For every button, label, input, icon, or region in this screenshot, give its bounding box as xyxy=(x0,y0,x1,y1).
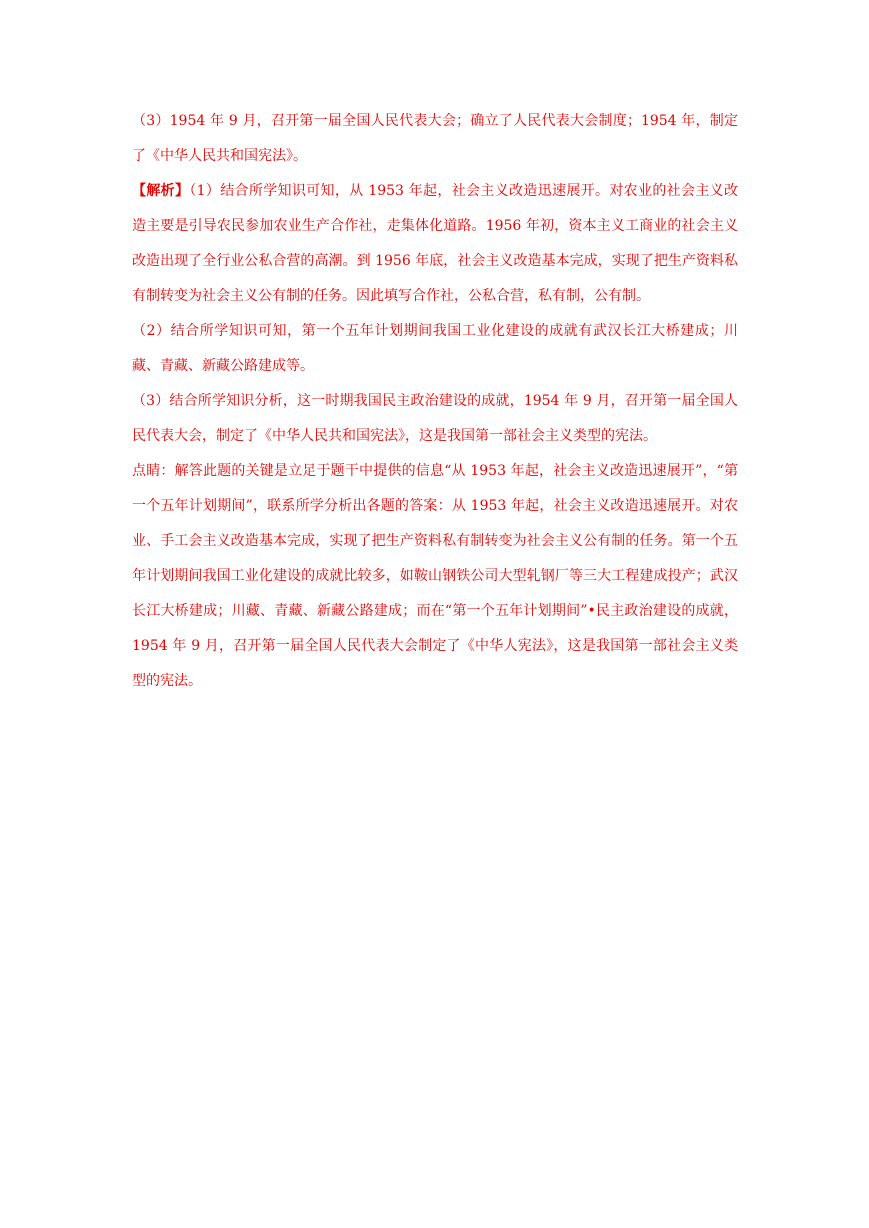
analysis-part-3: （3）结合所学知识分析，这一时期我国民主政治建设的成就，1954 年 9 月，召开第一届全国人民代表大会，制定了《中华人民共和国宪法》，这是我国第一部社会主义类型的宪法。 xyxy=(132,393,738,444)
commentary: 点睛：解答此题的关键是立足于题干中提供的信息“从 1953 年起，社会主义改造迅速展开”，“第一个五年计划期间”，联系所学分析出各题的答案：从 1953 年起，社会主义改造迅速展开。对农业、手工会主义改造基本完成，实现了把生产资料私有制转变为社会主义公有制的任务。第一个五年计划期间我国工业化建设的成就比较多，如鞍山钢铁公司大型轧钢厂等三大工程建成投产；武汉长江大桥建成；川藏、青藏、新藏公路建成；而在“第一个五年计划期间”•民主政治建设的成就，1954 年 9 月，召开第一届全国人民代表大会制定了《中华人宪法》，这是我国第一部社会主义类型的宪法。 xyxy=(132,463,738,689)
analysis-part-1-text: （1）结合所学知识可知，从 1953 年起，社会主义改造迅速展开。对农业的社会主义改造主要是引导农民参加农业生产合作社，走集体化道路。1956 年初，资本主义工商业的社会主义改造出现了全行业公私合营的高潮。到 1956 年底，社会主义改造基本完成，实现了把生产资料私有制转变为社会主义公有制的任务。因此填写合作社，公私合营，私有制，公有制。 xyxy=(132,183,739,304)
analysis-label: 【解析】 xyxy=(132,183,190,199)
answer-content xyxy=(132,104,738,699)
answer-part-3: （3）1954 年 9 月，召开第一届全国人民代表大会；确立了人民代表大会制度；1954 年，制定了《中华人民共和国宪法》。 xyxy=(132,113,738,164)
analysis-part-1 xyxy=(132,174,738,314)
analysis-part-2: （2）结合所学知识可知，第一个五年计划期间我国工业化建设的成就有武汉长江大桥建成；川藏、青藏、新藏公路建成等。 xyxy=(132,323,738,374)
